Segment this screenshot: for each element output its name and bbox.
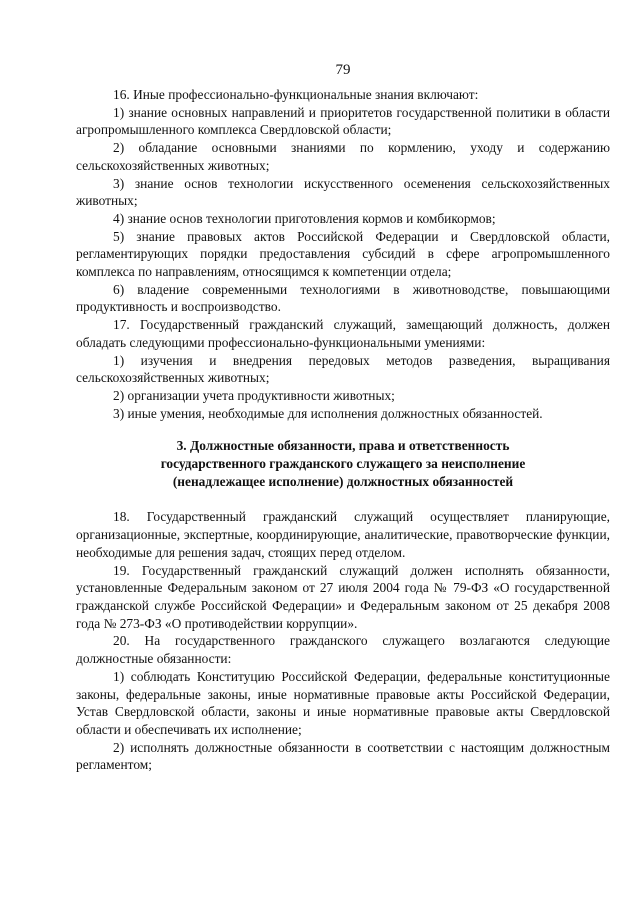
section-17-item-2: 2) организации учета продуктивности животных; bbox=[113, 387, 395, 403]
section-16-intro: 16. Иные профессионально-функциональные знания включают: bbox=[113, 87, 479, 102]
section-20-intro: 20. На государственного гражданского служащего возлагаются следующие должностные обязанности: bbox=[76, 633, 610, 667]
page-number: 79 bbox=[335, 62, 351, 78]
section-heading-line-3: (ненадлежащее исполнение) должностных обязанностей bbox=[172, 473, 514, 489]
section-17-item-1: 1) изучения и внедрения передовых методов разведения, выращивания сельскохозяйственных животных; bbox=[76, 352, 610, 386]
section-20-item-1: 1) соблюдать Конституцию Российской Федерации, федеральные конституционные законы, федеральные законы, иные нормативные правовые акты Российской Федерации, Устав Свердловской области, законы и иные нормативные правовые акты Свердловской области и обеспечивать их исполнение; bbox=[76, 668, 610, 737]
spacer bbox=[76, 422, 610, 437]
section-16-item-5: 5) знание правовых актов Российской Федерации и Свердловской области, регламентирующих порядки предоставления субсидий в сфере агропромышленного комплекса по направлениям, относящимся к компетенции отдела; bbox=[76, 228, 610, 280]
section-18-paragraph: 18. Государственный гражданский служащий осуществляет планирующие, организационные, экспертные, координирующие, аналитические, правотворческие функции, необходимые для решения задач, стоящих перед отделом. bbox=[76, 509, 610, 560]
document-body bbox=[76, 86, 610, 774]
section-17-intro: 17. Государственный гражданский служащий, замещающий должность, должен обладать следующими профессионально-функциональными умениями: bbox=[76, 317, 610, 350]
section-17-item-3: 3) иные умения, необходимые для исполнения должностных обязанностей. bbox=[113, 405, 543, 421]
section-heading-line-1: 3. Должностные обязанности, права и ответственность bbox=[176, 438, 510, 454]
section-16-item-6: 6) владение современными технологиями в животноводстве, повышающими продуктивность и воспроизводство. bbox=[76, 281, 610, 315]
section-20-item-2: 2) исполнять должностные обязанности в соответствии с настоящим должностным регламентом; bbox=[76, 739, 610, 773]
spacer bbox=[76, 490, 610, 508]
section-16-item-4: 4) знание основ технологии приготовления кормов и комбикормов; bbox=[113, 210, 496, 226]
section-19-paragraph: 19. Государственный гражданский служащий должен исполнять обязанности, установленные Федеральным законом от 27 июля 2004 года № 79-ФЗ «О государственной гражданской службе Российской Федерации» и Федеральным законом от 25 декабря 2008 года № 273-ФЗ «О противодействии коррупции». bbox=[76, 562, 610, 631]
section-16-item-1: 1) знание основных направлений и приоритетов государственной политики в области агропромышленного комплекса Свердловской области; bbox=[76, 104, 610, 138]
section-3-heading bbox=[76, 437, 610, 490]
section-16-item-3: 3) знание основ технологии искусственного осеменения сельскохозяйственных животных; bbox=[76, 175, 610, 209]
section-16-item-2: 2) обладание основными знаниями по кормлению, уходу и содержанию сельскохозяйственных животных; bbox=[76, 140, 610, 173]
section-heading-line-2: государственного гражданского служащего за неисполнение bbox=[160, 456, 526, 472]
